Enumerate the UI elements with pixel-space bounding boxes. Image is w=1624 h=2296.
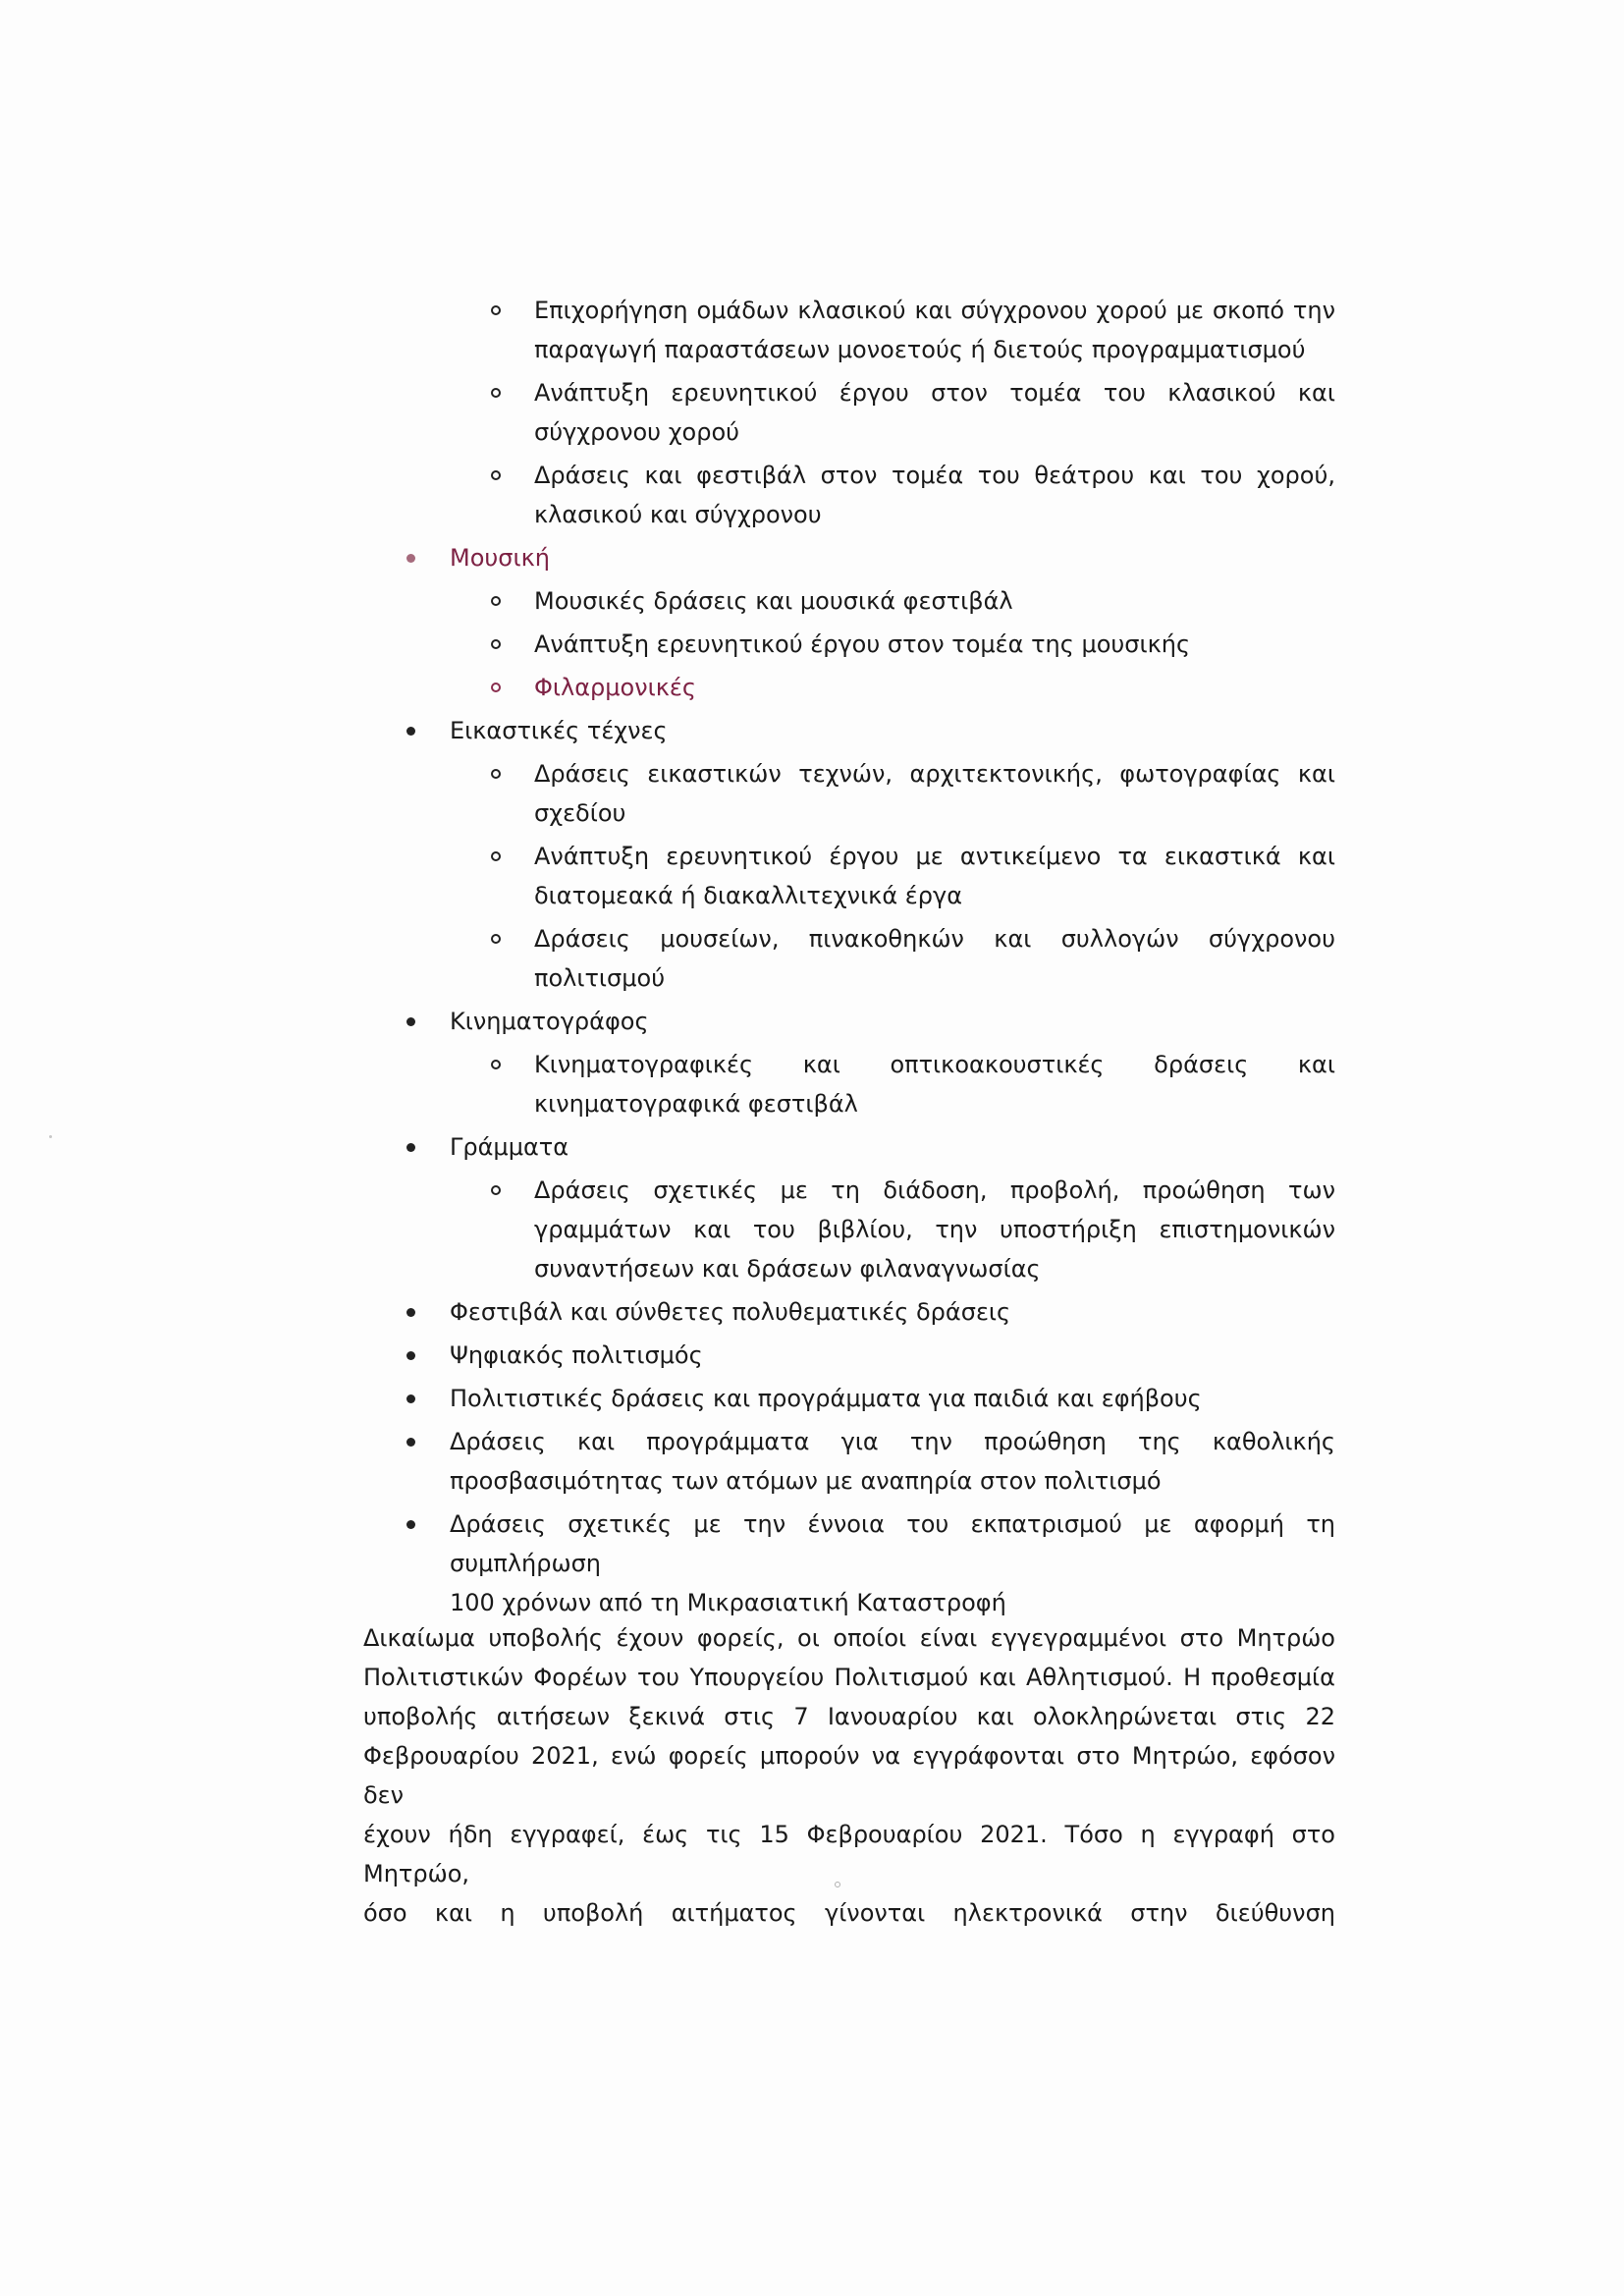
bullet-icon — [406, 1143, 415, 1152]
list-item: Επιχορήγηση ομάδων κλασικού και σύγχρονου χορού με σκοπό την παραγωγή παραστάσεων μονοετούς ή διετούς προγραμματισμού — [363, 291, 1335, 369]
bullet-icon — [406, 1438, 415, 1447]
bullet-icon — [406, 1017, 415, 1026]
scan-speck-margin — [49, 1135, 52, 1138]
hollow-bullet-icon — [491, 851, 501, 861]
category-visual-arts: Εικαστικές τέχνες — [363, 711, 1335, 750]
list-item: Δράσεις μουσείων, πινακοθηκών και συλλογών σύγχρονου πολιτισμού — [363, 919, 1335, 998]
scan-speck-center — [835, 1882, 840, 1887]
hollow-bullet-icon — [491, 388, 501, 398]
category-accessibility: Δράσεις και προγράμματα για την προώθηση της καθολικής προσβασιμότητας των ατόμων με αναπηρία στον πολιτισμό — [363, 1422, 1335, 1501]
hollow-bullet-icon — [491, 470, 501, 480]
bullet-icon — [406, 1308, 415, 1317]
category-digital-culture: Ψηφιακός πολιτισμός — [363, 1336, 1335, 1375]
hollow-bullet-icon — [491, 769, 501, 779]
list-item: Ανάπτυξη ερευνητικού έργου στον τομέα του κλασικού και σύγχρονου χορού — [363, 373, 1335, 452]
list-item: Δράσεις εικαστικών τεχνών, αρχιτεκτονικής, φωτογραφίας και σχεδίου — [363, 754, 1335, 833]
bullet-list — [363, 291, 1335, 1626]
bullet-icon — [406, 1394, 415, 1403]
hollow-bullet-icon — [491, 934, 501, 944]
list-item: Φιλαρμονικές — [363, 668, 1335, 707]
list-item: Ανάπτυξη ερευνητικού έργου με αντικείμενο τα εικαστικά και διατομεακά ή διακαλλιτεχνικά έργα — [363, 837, 1335, 915]
bullet-icon — [406, 727, 415, 736]
list-item: Κινηματογραφικές και οπτικοακουστικές δράσεις και κινηματογραφικά φεστιβάλ — [363, 1045, 1335, 1123]
hollow-bullet-icon — [491, 639, 501, 649]
bullet-icon — [406, 1351, 415, 1360]
hollow-bullet-icon — [491, 305, 501, 315]
category-expatriation: Δράσεις σχετικές με την έννοια του εκπατρισμού με αφορμή τη συμπλήρωση 100 χρόνων από τη Μικρασιατική Καταστροφή — [363, 1504, 1335, 1622]
category-music: Μουσική — [363, 538, 1335, 577]
list-item: Δράσεις σχετικές με τη διάδοση, προβολή, προώθηση των γραμμάτων και του βιβλίου, την υποστήριξη επιστημονικών συναντήσεων και δράσεων φιλαναγνωσίας — [363, 1171, 1335, 1288]
bullet-icon — [406, 1520, 415, 1529]
category-children: Πολιτιστικές δράσεις και προγράμματα για παιδιά και εφήβους — [363, 1379, 1335, 1418]
category-cinema: Κινηματογράφος — [363, 1002, 1335, 1041]
category-festivals: Φεστιβάλ και σύνθετες πολυθεματικές δράσεις — [363, 1292, 1335, 1332]
bullet-icon — [406, 554, 415, 563]
hollow-bullet-icon — [491, 596, 501, 606]
hollow-bullet-icon — [491, 1060, 501, 1069]
hollow-bullet-icon — [491, 683, 501, 692]
body-paragraph: Δικαίωμα υποβολής έχουν φορείς, οι οποίοι είναι εγγεγραμμένοι στο Μητρώο Πολιτιστικών Φορέων του Υπουργείου Πολιτισμού και Αθλητισμού. Η προθεσμία υποβολής αιτήσεων ξεκινά στις 7 Ιανουαρίου και ολοκληρώνεται στις 22 Φεβρουαρίου 2021, ενώ φορείς μπορούν να εγγράφονται στο Μητρώο, εφόσον δεν έχουν ήδη εγγραφεί, έως τις 15 Φεβρουαρίου 2021. Τόσο η εγγραφή στο Μητρώο, όσο και η υποβολή αιτήματος γίνονται ηλεκτρονικά στην διεύθυνση — [363, 1624, 1335, 1927]
hollow-bullet-icon — [491, 1185, 501, 1195]
category-letters: Γράμματα — [363, 1127, 1335, 1167]
list-item: Ανάπτυξη ερευνητικού έργου στον τομέα της μουσικής — [363, 625, 1335, 664]
list-item: Μουσικές δράσεις και μουσικά φεστιβάλ — [363, 581, 1335, 621]
list-item: Δράσεις και φεστιβάλ στον τομέα του θεάτρου και του χορού, κλασικού και σύγχρονου — [363, 456, 1335, 534]
